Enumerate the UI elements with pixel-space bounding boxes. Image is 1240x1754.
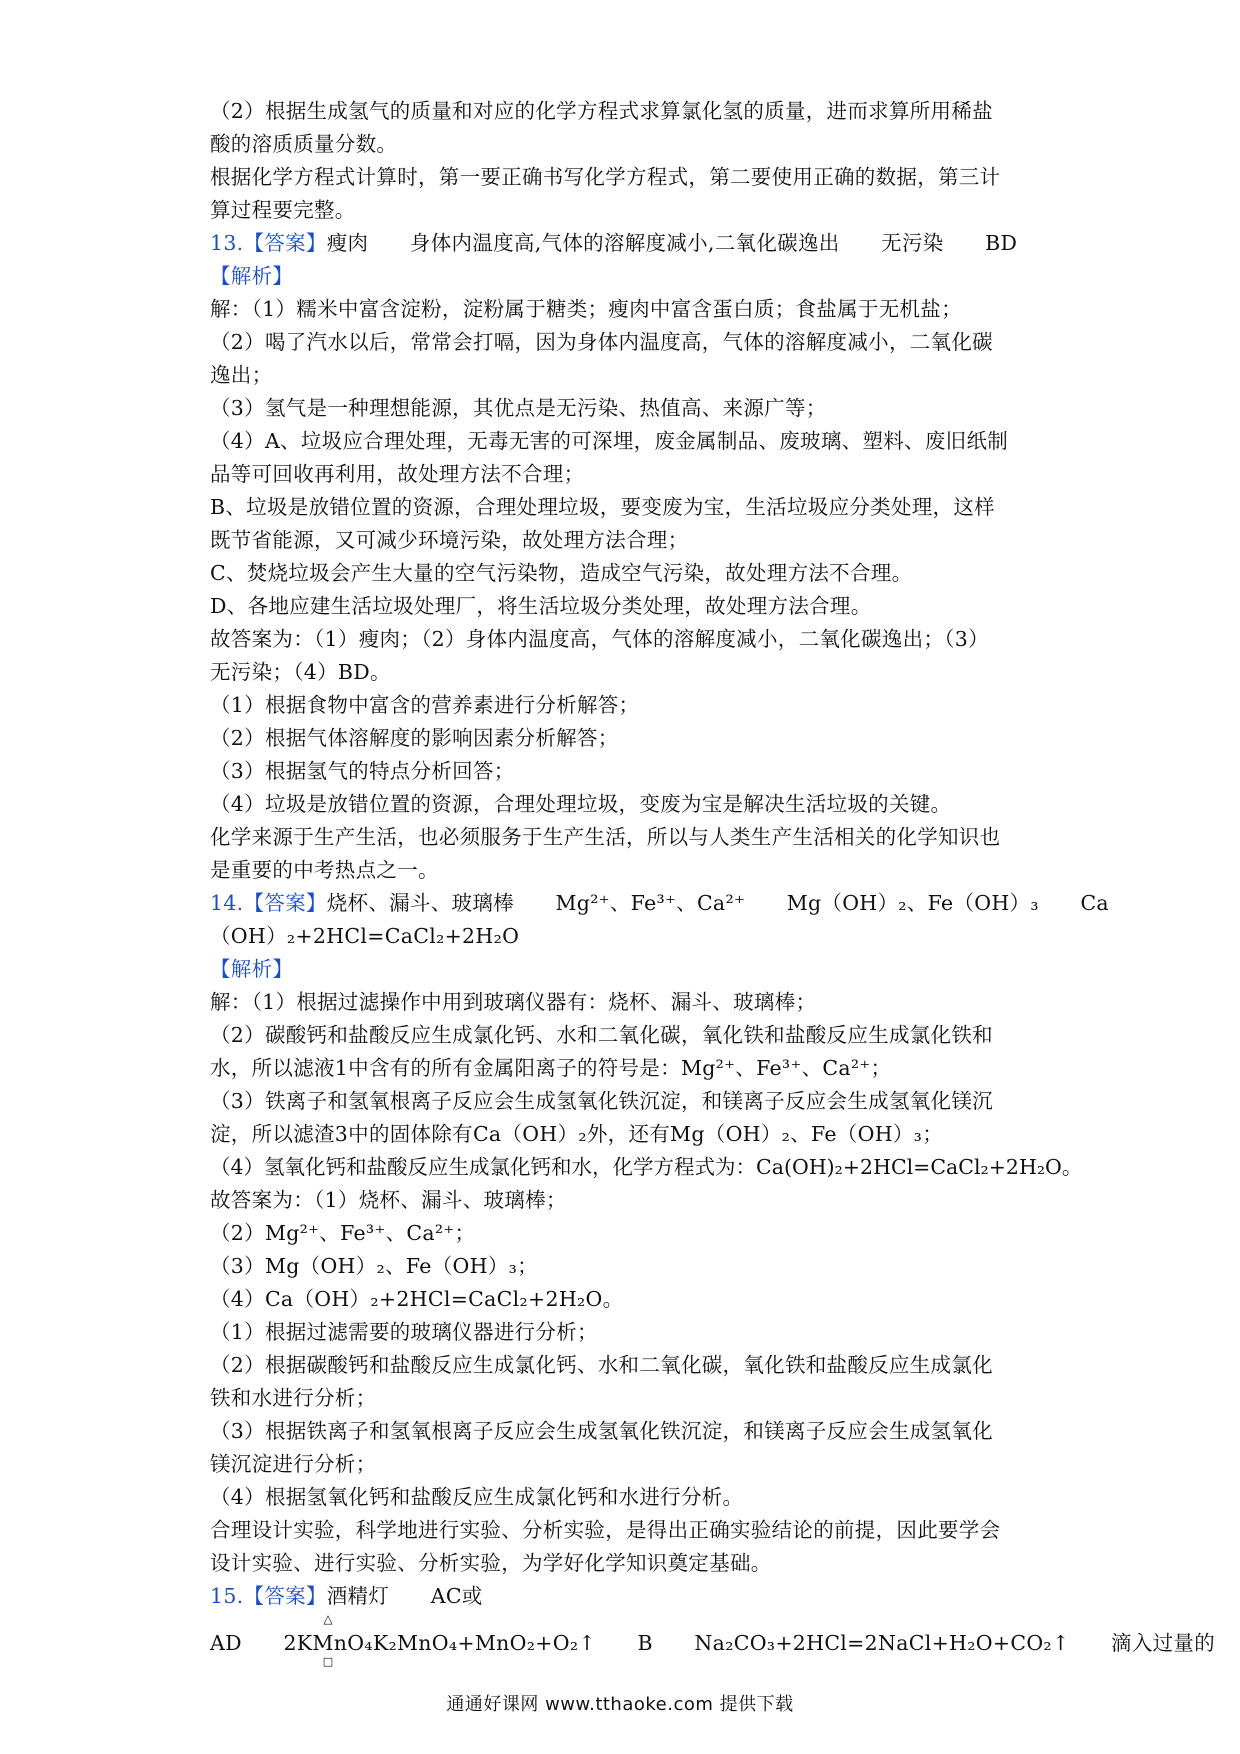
text-line: （4）A、垃圾应合理处理，无毒无害的可深埋，废金属制品、废玻璃、塑料、废旧纸制 — [210, 429, 1009, 453]
q14-analysis-tag: 【解析】 — [210, 957, 294, 981]
text-line: 合理设计实验，科学地进行实验、分析实验，是得出正确实验结论的前提，因此要学会 — [210, 1518, 1001, 1542]
text-line: 设计实验、进行实验、分析实验，为学好化学知识奠定基础。 — [210, 1551, 772, 1575]
text-line: D、各地应建生活垃圾处理厂，将生活垃圾分类处理，故处理方法合理。 — [210, 594, 872, 618]
q15-answer: 酒精灯 AC或 — [326, 1584, 483, 1608]
text-line: 无污染；（4）BD。 — [210, 660, 391, 684]
text-line: 是重要的中考热点之一。 — [210, 858, 439, 882]
q14-number: 14. — [210, 891, 244, 915]
q15-equation-line — [210, 1612, 1216, 1668]
text-line: 品等可回收再利用，故处理方法不合理； — [210, 462, 585, 486]
text-line: （2）根据碳酸钙和盐酸反应生成氯化钙、水和二氧化碳，氧化铁和盐酸反应生成氯化 — [210, 1353, 993, 1377]
text-line: 化学来源于生产生活，也必须服务于生产生活，所以与人类生产生活相关的化学知识也 — [210, 825, 1001, 849]
text-line: 水，所以滤液1中含有的所有金属阳离子的符号是：Mg²⁺、Fe³⁺、Ca²⁺； — [210, 1056, 892, 1080]
text-line: （3）根据氢气的特点分析回答； — [210, 759, 515, 783]
q13-analysis-tag: 【解析】 — [210, 264, 294, 288]
text-line: 既节省能源，又可减少环境污染，故处理方法合理； — [210, 528, 689, 552]
text-line: （2）根据生成氢气的质量和对应的化学方程式求算氯化氢的质量，进而求算所用稀盐 — [210, 99, 993, 123]
document-page — [210, 95, 1216, 1668]
q13-answer-tag: 【答案】 — [243, 231, 327, 255]
text-line: C、焚烧垃圾会产生大量的空气污染物，造成空气污染，故处理方法不合理。 — [210, 561, 913, 585]
q13-answer-line — [210, 227, 1040, 260]
equation-products: K₂MnO₄+MnO₂+O₂↑ B Na₂CO₃+2HCl=2NaCl+H₂O+CO₂↑ 滴入过量的 — [372, 1631, 1216, 1655]
text-line: （4）Ca（OH）₂+2HCl=CaCl₂+2H₂O。 — [210, 1287, 624, 1311]
text-line: （2）喝了汽水以后，常常会打嗝，因为身体内温度高，气体的溶解度减小，二氧化碳 — [210, 330, 993, 354]
q13-answer: 瘦肉 身体内温度高,气体的溶解度减小,二氧化碳逸出 无污染 BD — [326, 231, 1018, 255]
q15-answer-tag: 【答案】 — [243, 1584, 327, 1608]
condition-box: □ — [322, 1655, 334, 1668]
q15-number: 15. — [210, 1584, 244, 1608]
q14-answer-line — [210, 887, 1109, 920]
text-line: 算过程要完整。 — [210, 198, 356, 222]
reaction-equation — [283, 1612, 373, 1668]
text-line: （3）氢气是一种理想能源，其优点是无污染、热值高、来源广等； — [210, 396, 827, 420]
page-footer: 通通好课网 www.tthaoke.com 提供下载 — [446, 1694, 794, 1715]
text-line: 淀，所以滤渣3中的固体除有Ca（OH）₂外，还有Mg（OH）₂、Fe（OH）₃； — [210, 1122, 944, 1146]
text-line: （2）根据气体溶解度的影响因素分析解答； — [210, 726, 619, 750]
text-line: （3）Mg（OH）₂、Fe（OH）₃； — [210, 1254, 538, 1278]
text-line: 酸的溶质质量分数。 — [210, 132, 398, 156]
q14-answer: 烧杯、漏斗、玻璃棒 Mg²⁺、Fe³⁺、Ca²⁺ Mg（OH）₂、Fe（OH）₃ Ca — [326, 891, 1109, 915]
text-line: （3）铁离子和氢氧根离子反应会生成氢氧化铁沉淀，和镁离子反应会生成氢氧化镁沉 — [210, 1089, 993, 1113]
text-line: 铁和水进行分析； — [210, 1386, 377, 1410]
text-line: （2）碳酸钙和盐酸反应生成氯化钙、水和二氧化碳，氧化铁和盐酸反应生成氯化铁和 — [210, 1023, 993, 1047]
text-line: 解：（1）糯米中富含淀粉，淀粉属于糖类；瘦肉中富含蛋白质；食盐属于无机盐； — [210, 297, 962, 321]
equation-reactant: 2KMnO₄ — [283, 1631, 373, 1655]
text-line: 镁沉淀进行分析； — [210, 1452, 377, 1476]
text-line: （1）根据食物中富含的营养素进行分析解答； — [210, 693, 640, 717]
q15-answer-prefix: AD — [210, 1631, 284, 1655]
text-line: （4）氢氧化钙和盐酸反应生成氯化钙和水，化学方程式为：Ca(OH)₂+2HCl=CaCl₂+2H₂O。 — [210, 1155, 1083, 1179]
text-line: 故答案为：（1）烧杯、漏斗、玻璃棒； — [210, 1188, 567, 1212]
q13-number: 13. — [210, 231, 244, 255]
text-line: 故答案为：（1）瘦肉；（2）身体内温度高，气体的溶解度减小，二氧化碳逸出；（3） — [210, 627, 989, 651]
text-line: 根据化学方程式计算时，第一要正确书写化学方程式，第二要使用正确的数据，第三计 — [210, 165, 1001, 189]
text-line: 解：（1）根据过滤操作中用到玻璃仪器有：烧杯、漏斗、玻璃棒； — [210, 990, 817, 1014]
q14-answer-tag: 【答案】 — [243, 891, 327, 915]
heat-condition-symbol: △ — [323, 1612, 333, 1626]
text-line: （4）垃圾是放错位置的资源，合理处理垃圾，变废为宝是解决生活垃圾的关键。 — [210, 792, 952, 816]
q14-answer-continued: （OH）₂+2HCl=CaCl₂+2H₂O — [210, 924, 520, 948]
text-line: （1）根据过滤需要的玻璃仪器进行分析； — [210, 1320, 598, 1344]
text-line: （2）Mg²⁺、Fe³⁺、Ca²⁺； — [210, 1221, 476, 1245]
text-line: 逸出； — [210, 363, 273, 387]
text-line: （4）根据氢氧化钙和盐酸反应生成氯化钙和水进行分析。 — [210, 1485, 744, 1509]
text-line: （3）根据铁离子和氢氧根离子反应会生成氢氧化铁沉淀，和镁离子反应会生成氢氧化 — [210, 1419, 993, 1443]
text-line: B、垃圾是放错位置的资源，合理处理垃圾，要变废为宝，生活垃圾应分类处理，这样 — [210, 495, 995, 519]
